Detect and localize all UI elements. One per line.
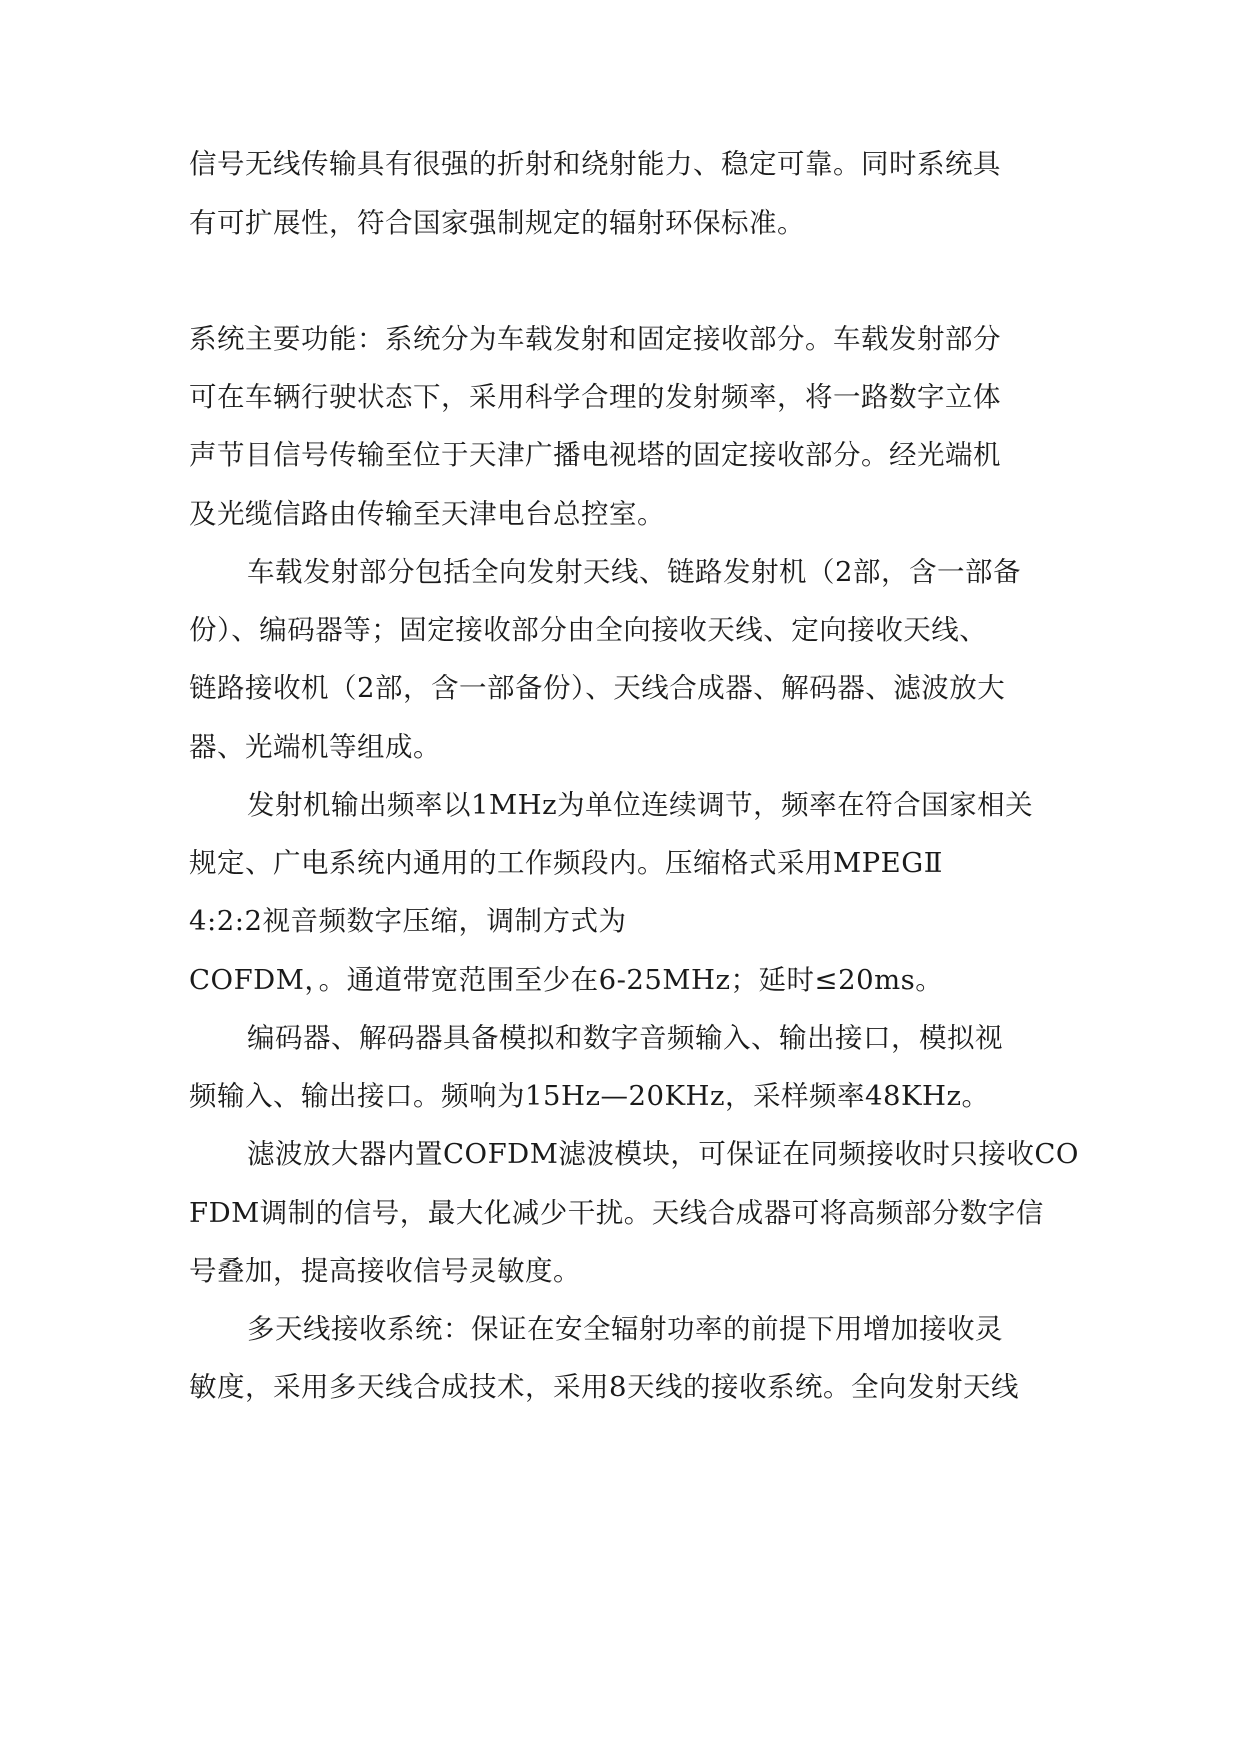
text-line: 及光缆信路由传输至天津电台总控室。 [189, 498, 665, 530]
text-line: 声节目信号传输至位于天津广播电视塔的固定接收部分。经光端机 [189, 439, 1001, 471]
text-line: FDM调制的信号，最大化减少干扰。天线合成器可将高频部分数字信 [189, 1197, 1044, 1229]
text-line: 发射机输出频率以1MHz为单位连续调节，频率在符合国家相关 [247, 789, 1034, 821]
text-line: 车载发射部分包括全向发射天线、链路发射机（2部，含一部备 [247, 556, 1021, 588]
text-line: COFDM，。通道带宽范围至少在6-25MHz；延时≤20ms。 [189, 964, 944, 996]
text-line: 链路接收机（2部，含一部备份）、天线合成器、解码器、滤波放大 [189, 672, 1006, 704]
text-line: 份）、编码器等；固定接收部分由全向接收天线、定向接收天线、 [189, 614, 988, 646]
text-line: 规定、广电系统内通用的工作频段内。压缩格式采用MPEGⅡ [189, 847, 943, 879]
text-line: 频输入、输出接口。频响为15Hz—20KHz，采样频率48KHz。 [189, 1080, 990, 1112]
text-line: 滤波放大器内置COFDM滤波模块，可保证在同频接收时只接收CO [247, 1138, 1079, 1170]
text-line: 敏度，采用多天线合成技术，采用8天线的接收系统。全向发射天线 [189, 1371, 1019, 1403]
text-line: 可在车辆行驶状态下，采用科学合理的发射频率，将一路数字立体 [189, 381, 1001, 413]
text-line: 器、光端机等组成。 [189, 731, 441, 763]
text-line: 编码器、解码器具备模拟和数字音频输入、输出接口，模拟视 [247, 1022, 1003, 1054]
text-line: 多天线接收系统：保证在安全辐射功率的前提下用增加接收灵 [247, 1313, 1003, 1345]
text-line: 有可扩展性，符合国家强制规定的辐射环保标准。 [189, 207, 805, 239]
text-line: 号叠加，提高接收信号灵敏度。 [189, 1255, 581, 1287]
text-line: 4:2:2视音频数字压缩，调制方式为 [189, 905, 627, 937]
text-line: 系统主要功能：系统分为车载发射和固定接收部分。车载发射部分 [189, 323, 1001, 355]
text-line: 信号无线传输具有很强的折射和绕射能力、稳定可靠。同时系统具 [189, 148, 1001, 180]
